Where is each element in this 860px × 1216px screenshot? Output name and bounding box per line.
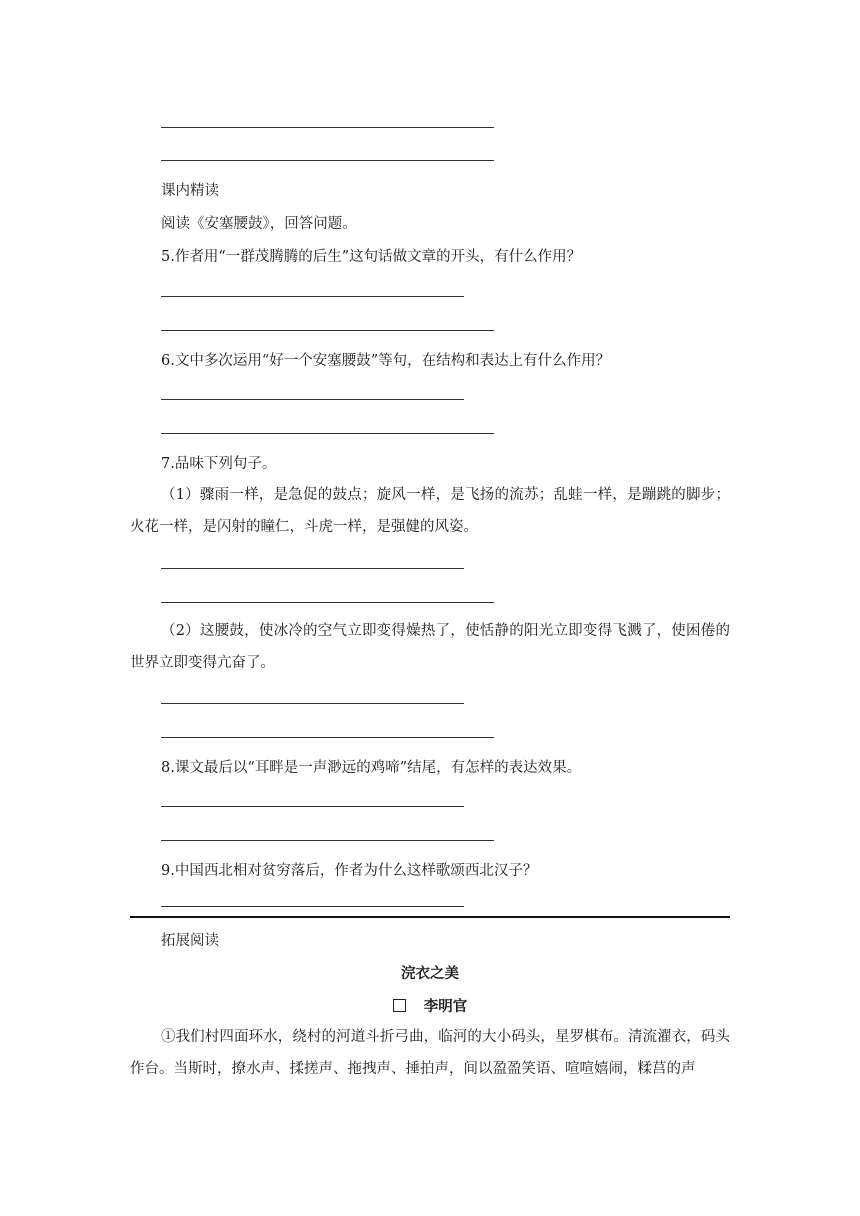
checkbox-icon [393, 999, 406, 1012]
answer-line[interactable] [161, 568, 464, 569]
answer-line[interactable] [161, 703, 464, 704]
answer-line[interactable] [161, 737, 494, 738]
answer-line[interactable] [161, 806, 464, 807]
author-line [130, 995, 730, 1016]
answer-line[interactable] [161, 127, 494, 128]
question-7-sentence-1: （1）骤雨一样，是急促的鼓点；旋风一样，是飞扬的流苏；乱蛙一样，是蹦跳的脚步；火花一样，是闪射的瞳仁，斗虎一样，是强健的风姿。 [130, 487, 730, 535]
article-paragraph: ①我们村四面环水，绕村的河道斗折弓曲，临河的大小码头，星罗棋布。清流濯衣，码头作台。当斯时，撩水声、揉搓声、拖拽声、捶拍声，间以盈盈笑语、喧喧嬉闹，糅莒的声 [130, 1029, 730, 1077]
answer-line[interactable] [161, 330, 494, 331]
section-heading: 拓展阅读 [161, 933, 219, 949]
question-7-sentence-2: （2）这腰鼓，使冰冷的空气立即变得燥热了，使恬静的阳光立即变得飞溅了，使困倦的世界立即变得亢奋了。 [130, 623, 730, 671]
section-heading: 课内精读 [161, 183, 219, 199]
question-7: 7.品味下列句子。 [161, 456, 277, 472]
answer-line[interactable] [161, 906, 464, 907]
section-divider [130, 916, 730, 918]
answer-line[interactable] [161, 433, 494, 434]
article-title: 浣衣之美 [401, 965, 459, 982]
question-9: 9.中国西北相对贫穷落后，作者为什么这样歌颂西北汉子？ [161, 863, 538, 879]
answer-line[interactable] [161, 160, 494, 161]
question-6: 6.文中多次运用“好一个安塞腰鼓”等句，在结构和表达上有什么作用？ [161, 353, 611, 369]
instruction: 阅读《安塞腰鼓》，回答问题。 [161, 216, 357, 232]
question-8: 8.课文最后以“耳畔是一声渺远的鸡啼”结尾，有怎样的表达效果。 [161, 760, 582, 776]
answer-line[interactable] [161, 399, 464, 400]
answer-line[interactable] [161, 840, 494, 841]
author-name: 李明官 [423, 998, 468, 1015]
question-5: 5.作者用“一群茂腾腾的后生”这句话做文章的开头，有什么作用？ [161, 249, 582, 265]
answer-line[interactable] [161, 296, 464, 297]
answer-line[interactable] [161, 602, 494, 603]
